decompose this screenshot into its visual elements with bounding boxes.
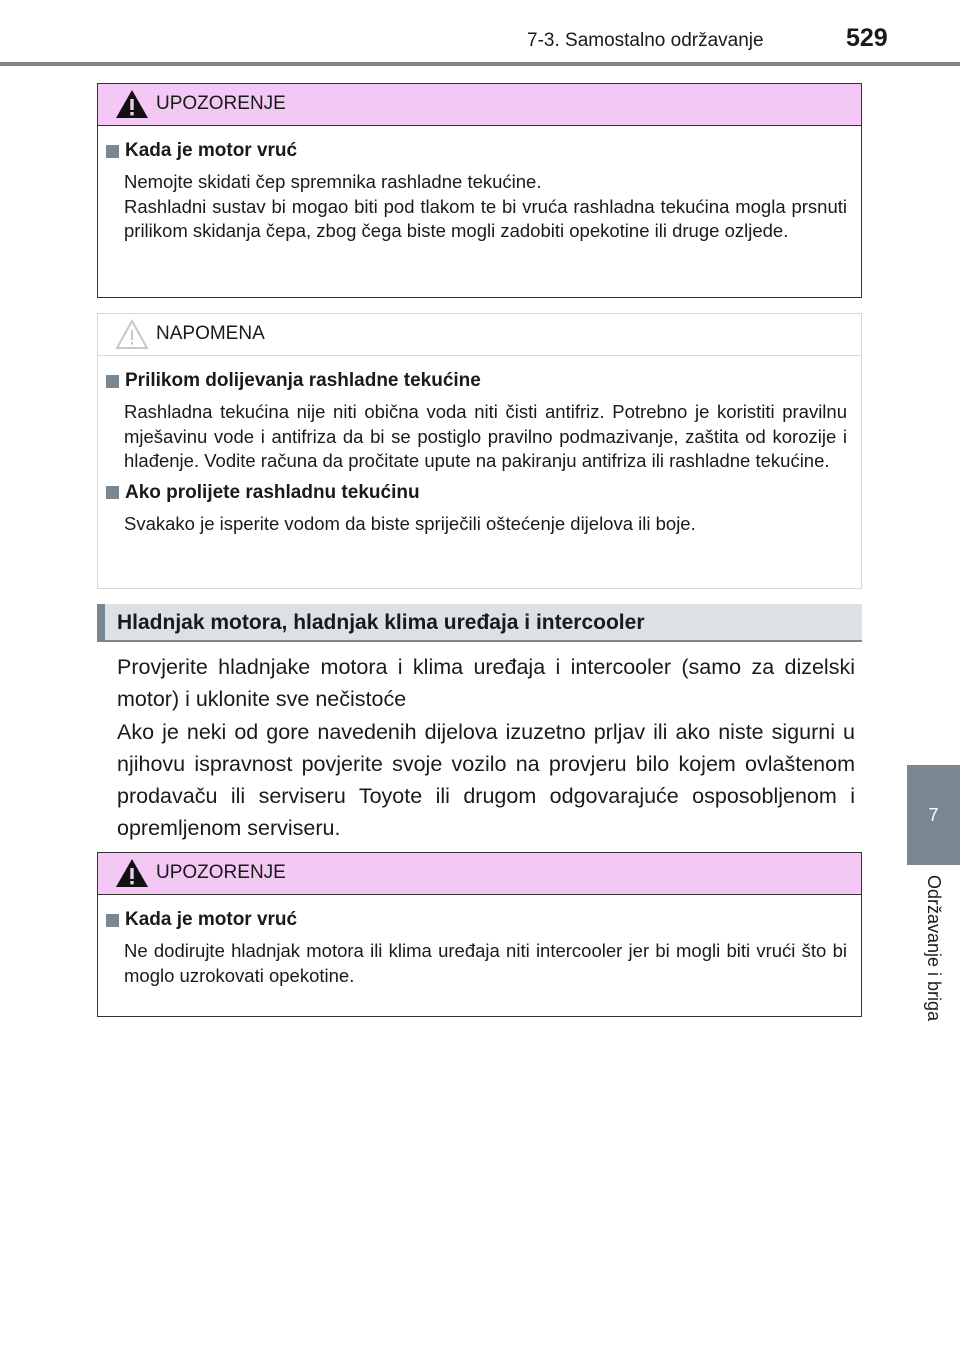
item-line: Rashladni sustav bi mogao biti pod tlakom te bi vruća rashladna tekućina mogla prsnuti prilikom skidanja čepa, zbog čega biste mogli zadobiti opekotine ili druge ozljede.: [124, 195, 847, 241]
section-heading: Hladnjak motora, hladnjak klima uređaja i intercooler: [117, 611, 645, 634]
square-bullet-icon: [106, 375, 119, 388]
warning-title: UPOZORENJE: [156, 93, 286, 114]
note-box-body: [98, 356, 861, 536]
warning-box-2: [97, 852, 862, 1017]
chapter-number: 7: [928, 805, 939, 825]
body-paragraph: Provjerite hladnjake motora i klima uređaja i intercooler (samo za dizelski motor) i uklonite sve nečistoće: [117, 655, 855, 712]
item-heading: [106, 140, 847, 162]
page-header: [0, 0, 960, 70]
item-heading-text: Prilikom dolijevanja rashladne tekućine: [125, 370, 481, 391]
warning-triangle-icon: [115, 88, 149, 120]
warning-box-header: [98, 853, 861, 895]
item-heading: [106, 370, 847, 392]
chapter-label: Održavanje i briga: [924, 875, 944, 1022]
warning-box-body: [98, 895, 861, 988]
item-line: Svakako je isperite vodom da biste spriječili oštećenje dijelova ili boje.: [124, 512, 696, 534]
chapter-tab[interactable]: [907, 765, 960, 865]
note-title: NAPOMENA: [156, 323, 265, 344]
note-box: [97, 313, 862, 589]
body-paragraph: Ako je neki od gore navedenih dijelova izuzetno prljav ili ako niste sigurni u njihovu ispravnost povjerite svoje vozilo na provjeru bilo kojem ovlaštenom prodavaču ili serviseru Toyote ili drugom odgovarajuće osposobljenom i opremljenom serviseru.: [117, 719, 855, 841]
item-heading: [106, 909, 847, 931]
warning-box-1: [97, 83, 862, 298]
header-divider: [0, 62, 960, 66]
square-bullet-icon: [106, 914, 119, 927]
item-line: Ne dodirujte hladnjak motora ili klima uređaja niti intercooler jer bi mogli biti vrući što bi moglo uzrokovati opekotine.: [124, 940, 847, 986]
page-number: 529: [846, 24, 888, 52]
item-heading: [106, 482, 847, 504]
square-bullet-icon: [106, 486, 119, 499]
caution-triangle-icon: [115, 318, 149, 350]
item-heading-text: Kada je motor vruć: [125, 909, 298, 930]
chapter-label-container: [910, 875, 958, 1045]
square-bullet-icon: [106, 145, 119, 158]
item-line: Nemojte skidati čep spremnika rashladne tekućine.: [124, 171, 542, 192]
warning-triangle-icon: [115, 857, 149, 889]
section-title: 7-3. Samostalno održavanje: [527, 30, 764, 51]
item-line: Rashladna tekućina nije niti obična voda niti čisti antifriz. Potrebno je koristiti pravilnu mješavinu vode i antifriza da bi se postiglo pravilno podmazivanje, zaštita od korozije i hlađenje. Vodite računa da pročitate upute na pakiranju antifriza ili rashladne tekućine.: [124, 401, 847, 471]
warning-title: UPOZORENJE: [156, 862, 286, 883]
warning-box-header: [98, 84, 861, 126]
note-box-header: [98, 314, 861, 356]
warning-box-body: [98, 126, 861, 244]
section-heading-bar: [97, 604, 862, 642]
item-heading-text: Ako prolijete rashladnu tekućinu: [125, 481, 420, 503]
section-body: [117, 651, 855, 845]
item-heading-text: Kada je motor vruć: [125, 140, 298, 161]
